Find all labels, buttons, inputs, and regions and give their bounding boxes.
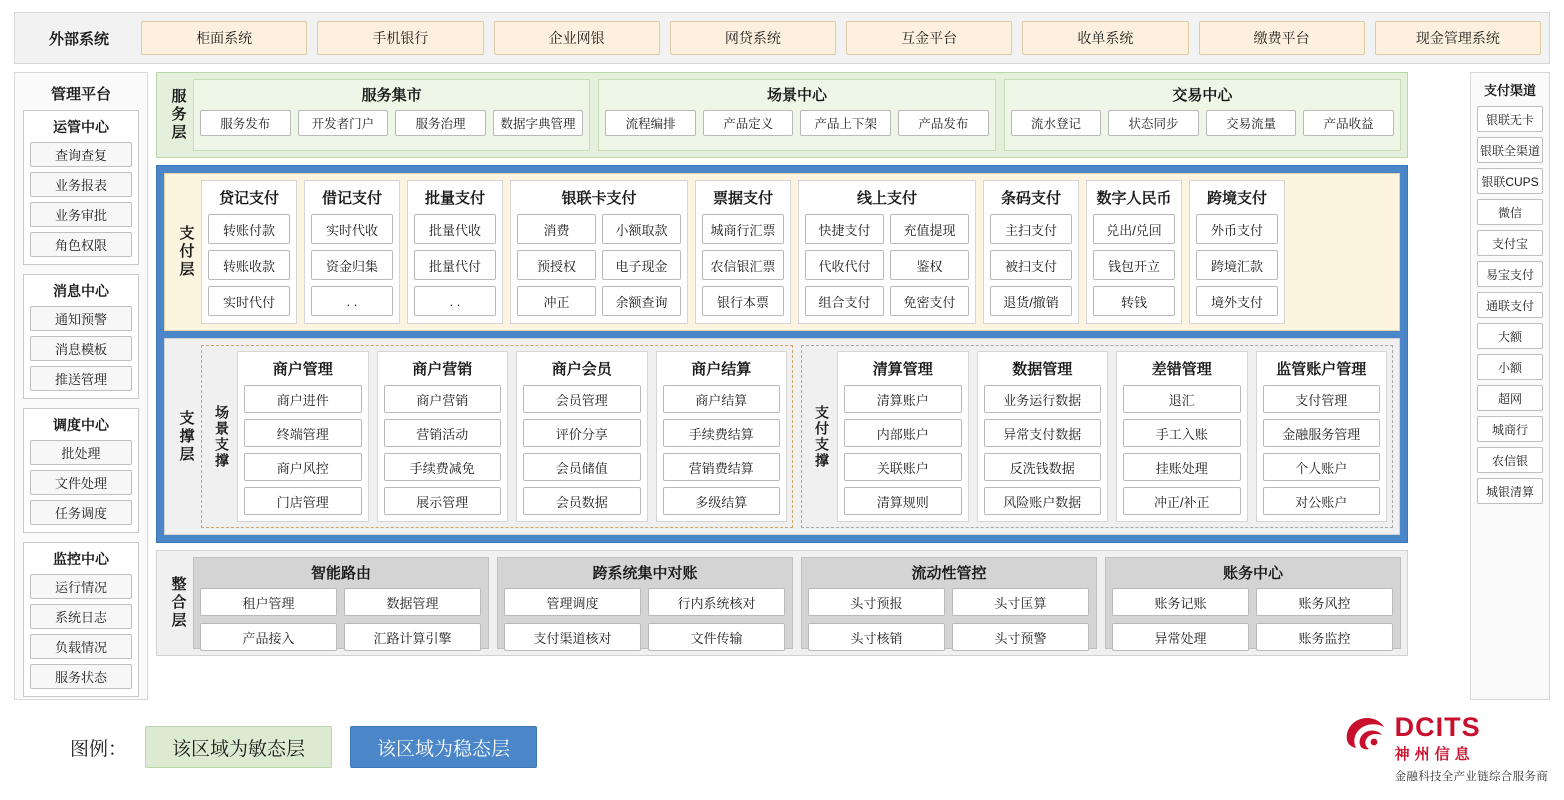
support-item[interactable]: 支付管理	[1263, 385, 1381, 413]
payment-item[interactable]: 转钱	[1093, 286, 1175, 316]
legend-agile-layer: 该区域为敏态层	[145, 726, 332, 768]
external-systems-items	[135, 21, 1541, 55]
payment-item[interactable]: 实时代付	[208, 286, 290, 316]
payment-item[interactable]: 充值提现	[890, 214, 969, 244]
support-item[interactable]: 手续费结算	[663, 419, 781, 447]
payment-item[interactable]: 消费	[517, 214, 596, 244]
sidebar-group-monitor	[23, 542, 139, 697]
support-item[interactable]: 内部账户	[844, 419, 962, 447]
sidebar-item[interactable]: 消息模板	[30, 336, 132, 361]
sidebar-item[interactable]: 任务调度	[30, 500, 132, 525]
layer-stack	[156, 72, 1408, 656]
service-layer-groups	[193, 79, 1401, 151]
payment-layer-label: 支付层	[177, 225, 195, 279]
integration-item[interactable]: 头寸匡算	[952, 588, 1089, 616]
support-item[interactable]: 手续费减免	[384, 453, 502, 481]
service-item[interactable]: 流程编排	[605, 110, 696, 136]
integration-item[interactable]: 支付渠道核对	[504, 623, 641, 651]
support-item[interactable]: 退汇	[1123, 385, 1241, 413]
logo-chinese-name: 神州信息	[1394, 746, 1475, 763]
external-system-item[interactable]: 网贷系统	[670, 21, 836, 55]
service-item[interactable]: 交易流量	[1206, 110, 1297, 136]
support-item[interactable]: 反洗钱数据	[984, 453, 1102, 481]
integration-item[interactable]: 账务监控	[1256, 623, 1393, 651]
payment-column-batch	[407, 180, 503, 324]
integration-layer	[156, 550, 1408, 656]
service-group-title: 服务集市	[361, 87, 422, 104]
integration-item[interactable]: 管理调度	[504, 588, 641, 616]
payment-column-title: 跨境支付	[1206, 190, 1267, 207]
service-group-transaction	[1004, 79, 1401, 151]
integration-group-smart-routing	[193, 557, 489, 649]
payment-column-barcode	[983, 180, 1079, 324]
service-item[interactable]: 服务发布	[200, 110, 291, 136]
support-item[interactable]: 商户结算	[663, 385, 781, 413]
payment-item[interactable]: 资金归集	[311, 250, 393, 280]
payment-item[interactable]: 免密支付	[890, 286, 969, 316]
payment-channels-column	[1470, 72, 1550, 700]
sidebar-title: 管理平台	[50, 86, 111, 103]
support-column-title: 商户会员	[551, 361, 612, 378]
support-item[interactable]: 金融服务管理	[1263, 419, 1381, 447]
support-block-label: 支付支撑	[814, 404, 830, 469]
legend	[70, 726, 537, 768]
support-column-title: 清算管理	[872, 361, 933, 378]
support-column-title: 监管账户管理	[1276, 361, 1367, 378]
sidebar-group-title: 监控中心	[53, 551, 109, 567]
dcits-logo-icon	[1341, 714, 1387, 754]
support-layer-blocks	[201, 345, 1393, 528]
integration-item[interactable]: 账务记账	[1112, 588, 1249, 616]
payment-item[interactable]: 城商行汇票	[702, 214, 784, 244]
channel-item[interactable]: 农信银	[1477, 447, 1543, 473]
support-item[interactable]: 对公账户	[1263, 487, 1381, 515]
support-item[interactable]: 挂账处理	[1123, 453, 1241, 481]
stable-layer-frame	[156, 165, 1408, 543]
integration-group-liquidity	[801, 557, 1097, 649]
support-item[interactable]: 会员数据	[523, 487, 641, 515]
payment-layer	[164, 173, 1400, 331]
integration-item[interactable]: 账务风控	[1256, 588, 1393, 616]
support-block-scenario	[201, 345, 793, 528]
legend-stable-layer: 该区域为稳态层	[350, 726, 537, 768]
external-system-item[interactable]: 柜面系统	[141, 21, 307, 55]
payment-item[interactable]: 银行本票	[702, 286, 784, 316]
support-column-data	[977, 351, 1109, 522]
support-item[interactable]: 关联账户	[844, 453, 962, 481]
external-system-item[interactable]: 收单系统	[1022, 21, 1188, 55]
integration-layer-label: 整合层	[169, 576, 187, 630]
payment-column-title: 批量支付	[424, 190, 485, 207]
support-block-label: 场景支撑	[214, 404, 230, 469]
sidebar-item[interactable]: 业务报表	[30, 172, 132, 197]
payment-item[interactable]: . .	[311, 286, 393, 316]
service-item[interactable]: 开发者门户	[298, 110, 389, 136]
payment-item[interactable]: . .	[414, 286, 496, 316]
sidebar-group-operations	[23, 110, 139, 265]
external-system-item[interactable]: 现金管理系统	[1375, 21, 1541, 55]
sidebar-item[interactable]: 文件处理	[30, 470, 132, 495]
management-platform-sidebar	[14, 72, 148, 700]
service-item[interactable]: 产品上下架	[800, 110, 891, 136]
channel-item[interactable]: 银联无卡	[1477, 106, 1543, 132]
support-column-merchant-settlement	[656, 351, 788, 522]
company-logo	[1341, 714, 1548, 784]
sidebar-item[interactable]: 推送管理	[30, 366, 132, 391]
support-layer-label: 支撑层	[177, 409, 195, 464]
payment-item[interactable]: 实时代收	[311, 214, 393, 244]
payment-column-debit	[304, 180, 400, 324]
service-item[interactable]: 产品定义	[703, 110, 794, 136]
payment-item[interactable]: 主扫支付	[990, 214, 1072, 244]
service-item[interactable]: 状态同步	[1108, 110, 1199, 136]
payment-item[interactable]: 余额查询	[602, 286, 681, 316]
payment-column-title: 银联卡支付	[561, 190, 637, 207]
legend-label: 图例：	[70, 738, 128, 760]
support-item[interactable]: 会员管理	[523, 385, 641, 413]
external-system-item[interactable]: 企业网银	[494, 21, 660, 55]
service-layer	[156, 72, 1408, 158]
support-item[interactable]: 评价分享	[523, 419, 641, 447]
payment-item[interactable]: 农信银汇票	[702, 250, 784, 280]
payment-item[interactable]: 转账付款	[208, 214, 290, 244]
service-group-title: 交易中心	[1172, 87, 1233, 104]
support-item[interactable]: 风险账户数据	[984, 487, 1102, 515]
integration-item[interactable]: 文件传输	[648, 623, 785, 651]
logo-wordmark: DCITS	[1394, 712, 1481, 742]
payment-column-title: 条码支付	[1000, 190, 1061, 207]
service-group-scenario	[598, 79, 995, 151]
support-item[interactable]: 营销活动	[384, 419, 502, 447]
sidebar-item[interactable]: 批处理	[30, 440, 132, 465]
support-layer	[164, 338, 1400, 535]
support-item[interactable]: 展示管理	[384, 487, 502, 515]
integration-item[interactable]: 头寸预警	[952, 623, 1089, 651]
payment-column-title: 票据支付	[712, 190, 773, 207]
support-item[interactable]: 手工入账	[1123, 419, 1241, 447]
sidebar-group-message	[23, 274, 139, 399]
service-item[interactable]: 数据字典管理	[493, 110, 584, 136]
support-item[interactable]: 门店管理	[244, 487, 362, 515]
support-column-merchant-management	[237, 351, 369, 522]
external-systems-title: 外部系统	[48, 30, 109, 48]
channel-item[interactable]: 城商行	[1477, 416, 1543, 442]
support-column-title: 商户管理	[272, 361, 333, 378]
channel-item[interactable]: 微信	[1477, 199, 1543, 225]
support-column-title: 商户结算	[691, 361, 752, 378]
integration-group-reconciliation	[497, 557, 793, 649]
service-item[interactable]: 服务治理	[395, 110, 486, 136]
payment-column-digital-rmb	[1086, 180, 1182, 324]
sidebar-item[interactable]: 运行情况	[30, 574, 132, 599]
payment-item[interactable]: 兑出/兑回	[1093, 214, 1175, 244]
payment-column-cross-border	[1189, 180, 1285, 324]
support-block-payment	[801, 345, 1393, 528]
sidebar-group-schedule	[23, 408, 139, 533]
support-item[interactable]: 业务运行数据	[984, 385, 1102, 413]
support-column-clearing	[837, 351, 969, 522]
external-system-item[interactable]: 手机银行	[317, 21, 483, 55]
sidebar-item[interactable]: 角色权限	[30, 232, 132, 257]
service-item[interactable]: 产品发布	[898, 110, 989, 136]
integration-group-title: 智能路由	[310, 565, 371, 582]
payment-item[interactable]: 鉴权	[890, 250, 969, 280]
support-column-merchant-marketing	[377, 351, 509, 522]
integration-group-accounting	[1105, 557, 1401, 649]
external-systems-row	[14, 12, 1550, 64]
payment-item[interactable]: 小额取款	[602, 214, 681, 244]
payment-item[interactable]: 跨境汇款	[1196, 250, 1278, 280]
sidebar-item[interactable]: 业务审批	[30, 202, 132, 227]
integration-item[interactable]: 产品接入	[200, 623, 337, 651]
payment-column-online	[798, 180, 976, 324]
payment-item[interactable]: 快捷支付	[805, 214, 884, 244]
payment-item[interactable]: 预授权	[517, 250, 596, 280]
payment-item[interactable]: 组合支付	[805, 286, 884, 316]
external-system-item[interactable]: 缴费平台	[1199, 21, 1365, 55]
payment-column-credit	[201, 180, 297, 324]
sidebar-group-title: 调度中心	[53, 417, 109, 433]
payment-layer-columns	[201, 180, 1393, 324]
integration-layer-groups	[193, 557, 1401, 649]
support-column-title: 商户营销	[412, 361, 473, 378]
channel-item[interactable]: 大额	[1477, 323, 1543, 349]
payment-item[interactable]: 冲正	[517, 286, 596, 316]
support-item[interactable]: 会员储值	[523, 453, 641, 481]
channel-item[interactable]: 支付宝	[1477, 230, 1543, 256]
integration-item[interactable]: 租户管理	[200, 588, 337, 616]
sidebar-item[interactable]: 系统日志	[30, 604, 132, 629]
integration-item[interactable]: 头寸预报	[808, 588, 945, 616]
channel-item[interactable]: 银联CUPS	[1477, 168, 1543, 194]
integration-item[interactable]: 数据管理	[344, 588, 481, 616]
integration-item[interactable]: 行内系统核对	[648, 588, 785, 616]
support-column-title: 差错管理	[1151, 361, 1212, 378]
service-group-title: 场景中心	[766, 87, 827, 104]
integration-item[interactable]: 汇路计算引擎	[344, 623, 481, 651]
support-item[interactable]: 终端管理	[244, 419, 362, 447]
channel-item[interactable]: 通联支付	[1477, 292, 1543, 318]
payment-item[interactable]: 钱包开立	[1093, 250, 1175, 280]
payment-item[interactable]: 批量代收	[414, 214, 496, 244]
service-group-market	[193, 79, 590, 151]
payment-channels-title: 支付渠道	[1483, 83, 1536, 98]
sidebar-group-title: 运管中心	[53, 119, 109, 135]
service-layer-label: 服务层	[169, 88, 187, 142]
payment-item[interactable]: 代收代付	[805, 250, 884, 280]
support-item[interactable]: 清算账户	[844, 385, 962, 413]
integration-group-title: 流动性管控	[911, 565, 987, 582]
payment-item[interactable]: 批量代付	[414, 250, 496, 280]
integration-item[interactable]: 异常处理	[1112, 623, 1249, 651]
integration-group-title: 跨系统集中对账	[592, 565, 698, 582]
payment-item[interactable]: 被扫支付	[990, 250, 1072, 280]
support-item[interactable]: 清算规则	[844, 487, 962, 515]
payment-item[interactable]: 转账收款	[208, 250, 290, 280]
payment-column-title: 线上支付	[856, 190, 917, 207]
payment-item[interactable]: 外币支付	[1196, 214, 1278, 244]
payment-column-title: 贷记支付	[218, 190, 279, 207]
channel-item[interactable]: 城银清算	[1477, 478, 1543, 504]
integration-group-title: 账务中心	[1222, 565, 1283, 582]
logo-slogan: 金融科技全产业链综合服务商	[1394, 771, 1548, 783]
support-item[interactable]: 商户风控	[244, 453, 362, 481]
support-item[interactable]: 多级结算	[663, 487, 781, 515]
support-item[interactable]: 商户营销	[384, 385, 502, 413]
payment-item[interactable]: 电子现金	[602, 250, 681, 280]
support-column-merchant-member	[516, 351, 648, 522]
channel-item[interactable]: 超网	[1477, 385, 1543, 411]
payment-item[interactable]: 境外支付	[1196, 286, 1278, 316]
support-item[interactable]: 营销费结算	[663, 453, 781, 481]
channel-item[interactable]: 易宝支付	[1477, 261, 1543, 287]
payment-column-title: 借记支付	[321, 190, 382, 207]
integration-item[interactable]: 头寸核销	[808, 623, 945, 651]
support-column-regulatory-account	[1256, 351, 1388, 522]
support-column-error	[1116, 351, 1248, 522]
support-item[interactable]: 个人账户	[1263, 453, 1381, 481]
payment-column-unionpay-card	[510, 180, 688, 324]
support-item[interactable]: 商户进件	[244, 385, 362, 413]
service-item[interactable]: 流水登记	[1011, 110, 1102, 136]
payment-column-bill	[695, 180, 791, 324]
channel-item[interactable]: 银联全渠道	[1477, 137, 1543, 163]
support-item[interactable]: 冲正/补正	[1123, 487, 1241, 515]
external-system-item[interactable]: 互金平台	[846, 21, 1012, 55]
channel-item[interactable]: 小额	[1477, 354, 1543, 380]
sidebar-item[interactable]: 通知预警	[30, 306, 132, 331]
support-column-title: 数据管理	[1012, 361, 1073, 378]
sidebar-item[interactable]: 查询查复	[30, 142, 132, 167]
support-item[interactable]: 异常支付数据	[984, 419, 1102, 447]
sidebar-item[interactable]: 服务状态	[30, 664, 132, 689]
sidebar-group-title: 消息中心	[53, 283, 109, 299]
sidebar-item[interactable]: 负载情况	[30, 634, 132, 659]
service-item[interactable]: 产品收益	[1303, 110, 1394, 136]
payment-column-title: 数字人民币	[1096, 190, 1172, 207]
payment-item[interactable]: 退货/撤销	[990, 286, 1072, 316]
